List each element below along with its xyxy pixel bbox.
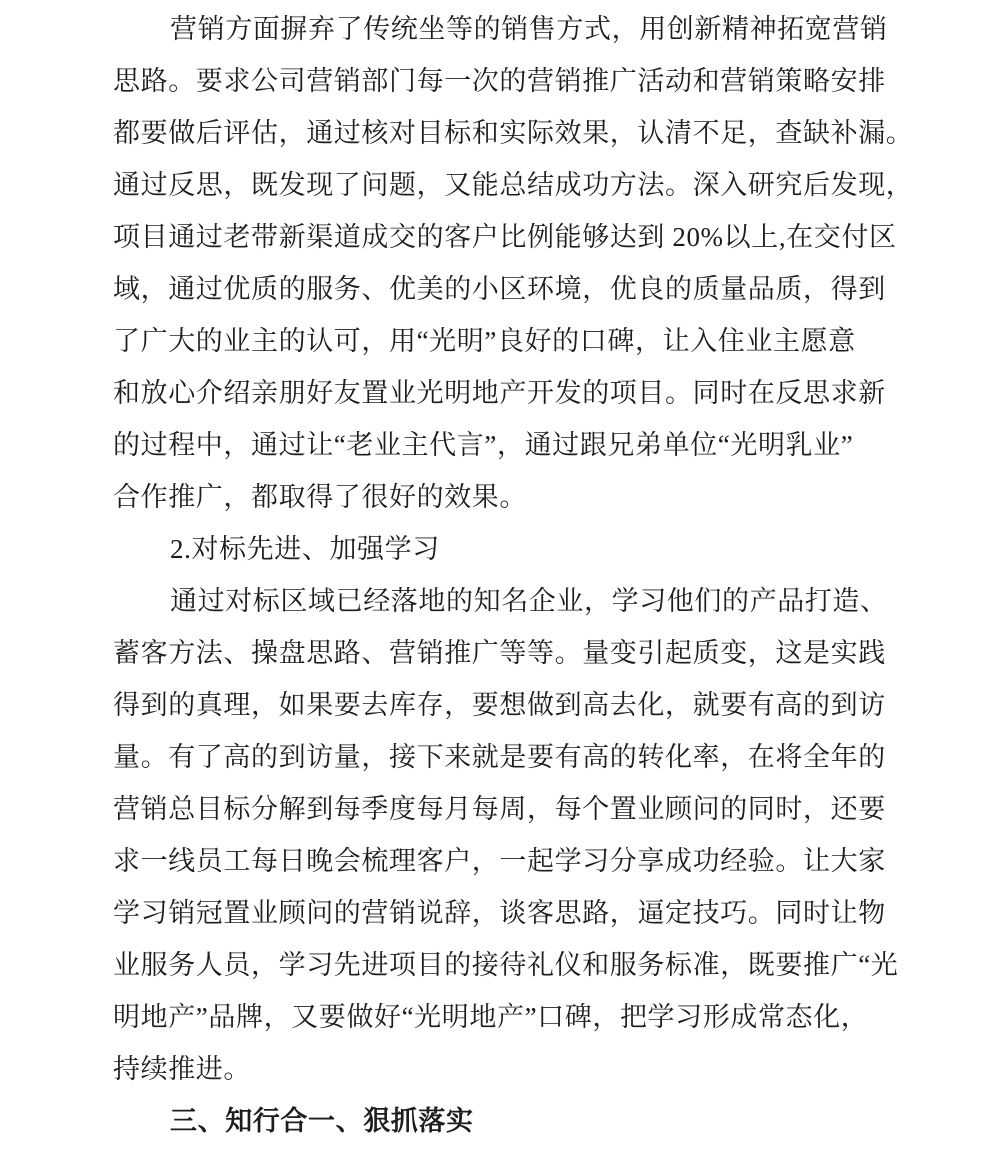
text-line: 蓄客方法、操盘思路、营销推广等等。量变引起质变，这是实践 <box>113 638 886 668</box>
text-line: 营销方面摒弃了传统坐等的销售方式，用创新精神拓宽营销 <box>170 14 888 44</box>
text-line: 项目通过老带新渠道成交的客户比例能够达到 20%以上,在交付区 <box>113 222 897 252</box>
text-line: 量。有了高的到访量，接下来就是要有高的转化率，在将全年的 <box>113 742 886 772</box>
text-line: 和放心介绍亲朋好友置业光明地产开发的项目。同时在反思求新 <box>113 378 886 408</box>
text-line: 持续推进。 <box>113 1054 251 1084</box>
text-line: 业服务人员，学习先进项目的接待礼仪和服务标准，既要推广“光 <box>113 950 899 980</box>
text-line: 明地产”品牌，又要做好“光明地产”口碑，把学习形成常态化， <box>113 1002 869 1032</box>
text-line: 的过程中，通过让“老业主代言”，通过跟兄弟单位“光明乳业” <box>113 430 854 460</box>
text-line: 通过反思，既发现了问题，又能总结成功方法。深入研究后发现， <box>113 170 914 200</box>
text-line: 域，通过优质的服务、优美的小区环境，优良的质量品质，得到 <box>113 274 886 304</box>
text-line: 求一线员工每日晚会梳理客户，一起学习分享成功经验。让大家 <box>113 846 886 876</box>
text-line: 思路。要求公司营销部门每一次的营销推广活动和营销策略安排 <box>113 66 886 96</box>
text-line: 营销总目标分解到每季度每月每周，每个置业顾问的同时，还要 <box>113 794 886 824</box>
heading-line: 三、知行合一、狠抓落实 <box>170 1106 474 1136</box>
text-block <box>113 3 914 1147</box>
text-line: 合作推广，都取得了很好的效果。 <box>113 482 527 512</box>
text-line: 通过对标区域已经落地的知名企业，学习他们的产品打造、 <box>170 586 888 616</box>
text-line: 得到的真理，如果要去库存，要想做到高去化，就要有高的到访 <box>113 690 886 720</box>
text-line: 了广大的业主的认可，用“光明”良好的口碑，让入住业主愿意 <box>113 326 856 356</box>
text-line: 学习销冠置业顾问的营销说辞，谈客思路，逼定技巧。同时让物 <box>113 898 886 928</box>
text-line: 都要做后评估，通过核对目标和实际效果，认清不足，查缺补漏。 <box>113 118 914 148</box>
text-line: 2.对标先进、加强学习 <box>170 534 440 564</box>
